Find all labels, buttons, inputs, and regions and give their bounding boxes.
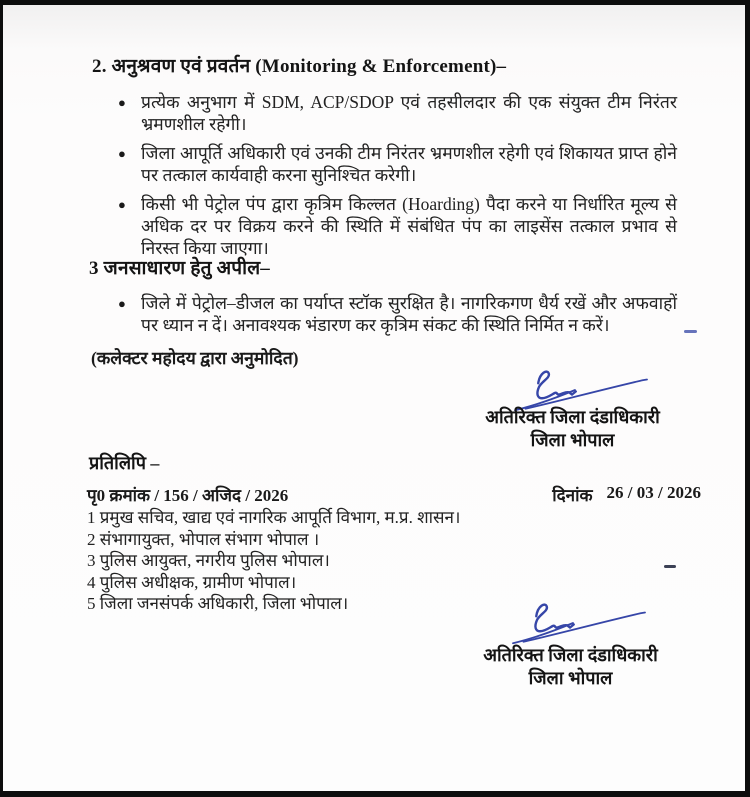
copy-label: प्रतिलिपि – [89, 453, 160, 473]
list-item [92, 193, 677, 259]
bullet-icon: ● [118, 197, 126, 212]
document-page [3, 5, 745, 791]
recipient-item: 3 पुलिस आयुक्त, नगरीय पुलिस भोपाल। [87, 551, 330, 570]
list-item [92, 142, 677, 186]
reference-number: पृ0 क्रमांक / 156 / अजिद / 2026 [87, 486, 289, 505]
bullet-icon: ● [118, 95, 126, 110]
section-3-heading: 3 जनसाधारण हेतु अपील– [89, 258, 271, 279]
bullet-text: किसी भी पेट्रोल पंप द्वारा कृत्रिम किल्लत (Hoarding) पैदा करने या निर्धारित मूल्य से अधिक दर पर विक्रय करने की स्थिति में संबंधित पंप का लाइसेंस तत्काल प्रभाव से निरस्त किया जाएगा। [141, 194, 677, 258]
signatory-designation: अतिरिक्त जिला दंडाधिकारी [483, 645, 658, 665]
bullet-text: प्रत्येक अनुभाग में SDM, ACP/SDOP एवं तहसीलदार की एक संयुक्त टीम निरंतर भ्रमणशील रहेगी। [141, 92, 677, 134]
signatory-block-top [465, 406, 680, 452]
recipient-item: 2 संभागायुक्त, भोपाल संभाग भोपाल । [87, 529, 320, 549]
date-label: दिनांक [552, 486, 593, 505]
date-value: 26 / 03 / 2026 [606, 483, 701, 502]
recipient-item: 4 पुलिस अधीक्षक, ग्रामीण भोपाल। [87, 572, 297, 592]
recipient-item: 1 प्रमुख सचिव, खाद्य एवं नागरिक आपूर्ति विभाग, म.प्र. शासन। [87, 508, 461, 527]
list-item [92, 292, 677, 336]
recipient-item: 5 जिला जनसंपर्क अधिकारी, जिला भोपाल। [87, 594, 349, 613]
signatory-designation: अतिरिक्त जिला दंडाधिकारी [485, 407, 660, 427]
pen-mark [664, 565, 676, 568]
section-3-bullet-list [92, 292, 677, 343]
date-row [552, 483, 701, 506]
signature-ink-bottom [501, 599, 651, 647]
bullet-icon: ● [118, 296, 126, 311]
section-2-heading: 2. अनुश्रवण एवं प्रवर्तन (Monitoring & Enforcement)– [92, 56, 507, 77]
signatory-place: जिला भोपाल [530, 430, 615, 450]
recipient-list [87, 507, 460, 615]
reference-row [87, 483, 701, 506]
signatory-place: जिला भोपाल [528, 668, 613, 688]
list-item [92, 91, 677, 135]
bullet-icon: ● [118, 146, 126, 161]
bullet-text: जिला आपूर्ति अधिकारी एवं उनकी टीम निरंतर भ्रमणशील रहेगी एवं शिकायत प्राप्त होने पर तत्काल कार्यवाही करना सुनिश्चित करेगी। [141, 143, 677, 185]
signatory-block-bottom [463, 644, 678, 690]
section-2-bullet-list [92, 91, 677, 266]
pen-mark [684, 330, 697, 333]
approval-note: (कलेक्टर महोदय द्वारा अनुमोदित) [91, 348, 299, 368]
bullet-text: जिले में पेट्रोल–डीजल का पर्याप्त स्टॉक सुरक्षित है। नागरिकगण धैर्य रखें और अफवाहों पर ध्यान न दें। अनावश्यक भंडारण कर कृत्रिम संकट की स्थिति निर्मित न करें। [141, 293, 677, 335]
